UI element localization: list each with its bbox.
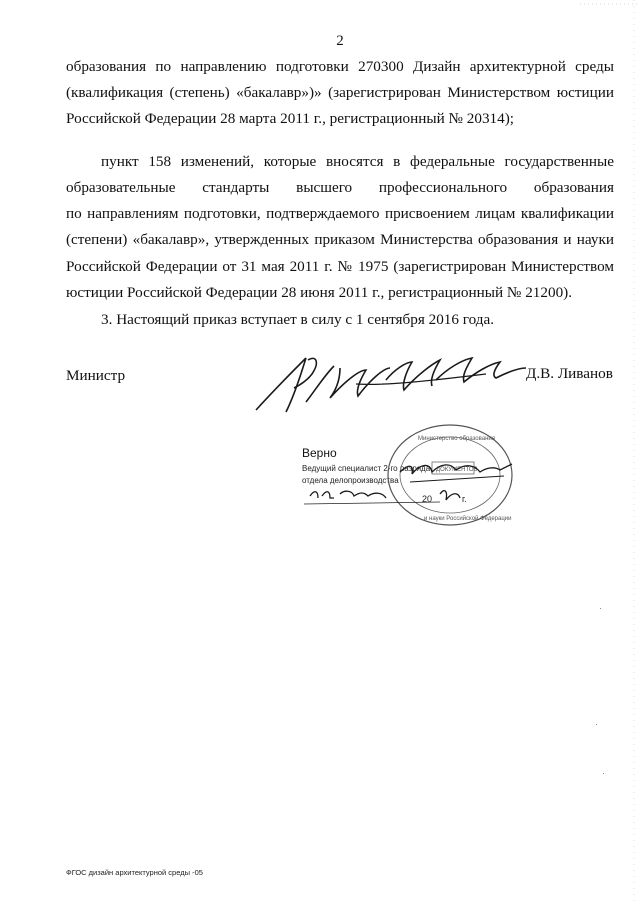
certification-department: отдела делопроизводства — [302, 476, 399, 485]
para1-line-2: (квалификация (степень) «бакалавр»)» (зарегистрирован Министерством юстиции — [66, 84, 614, 101]
para2-line-6: юстиции Российской Федерации 28 июня 2011 г., регистрационный № 21200). — [66, 284, 573, 301]
scan-speck — [600, 608, 601, 609]
para2-line-4: (степени) «бакалавр», утвержденных приказом Министерства образования и науки — [66, 231, 614, 248]
para1-line-1: образования по направлению подготовки 270300 Дизайн архитектурной среды — [66, 58, 614, 75]
svg-text:г.: г. — [462, 494, 467, 504]
para2-line-2: образовательные стандарты высшего профессионального образования — [66, 179, 614, 196]
footer-filename: ФГОС дизайн архитектурной среды -05 — [66, 868, 203, 877]
certification-handwriting — [290, 450, 530, 520]
para2-line-1: пункт 158 изменений, которые вносятся в федеральные государственные — [101, 153, 614, 170]
para1-line-3: Российской Федерации 28 марта 2011 г., регистрационный № 20314); — [66, 110, 515, 127]
para2-line-3: по направлениям подготовки, подтверждаемого присвоением лицам квалификации — [66, 205, 614, 222]
svg-text:Министерство образования: Министерство образования — [418, 436, 496, 442]
page-number: 2 — [336, 33, 344, 49]
svg-text:20: 20 — [422, 494, 433, 504]
minister-title: Министр — [66, 367, 126, 384]
para2-line-5: Российской Федерации от 31 мая 2011 г. № 1975 (зарегистрирован Министерством — [66, 258, 614, 275]
svg-text:ДОКУМЕНТОВ: ДОКУМЕНТОВ — [436, 467, 478, 473]
scan-speck — [596, 724, 597, 725]
scan-speck — [603, 773, 604, 774]
handwritten-signature — [236, 340, 536, 420]
svg-text:и науки Российской Федерации: и науки Российской Федерации — [424, 516, 512, 522]
certification-title: Верно — [302, 446, 337, 460]
minister-name: Д.В. Ливанов — [526, 365, 613, 382]
para3-line: 3. Настоящий приказ вступает в силу с 1 сентября 2016 года. — [101, 311, 495, 328]
certification-position: Ведущий специалист 2-го разряда — [302, 464, 431, 473]
scan-edge-right — [620, 0, 640, 905]
